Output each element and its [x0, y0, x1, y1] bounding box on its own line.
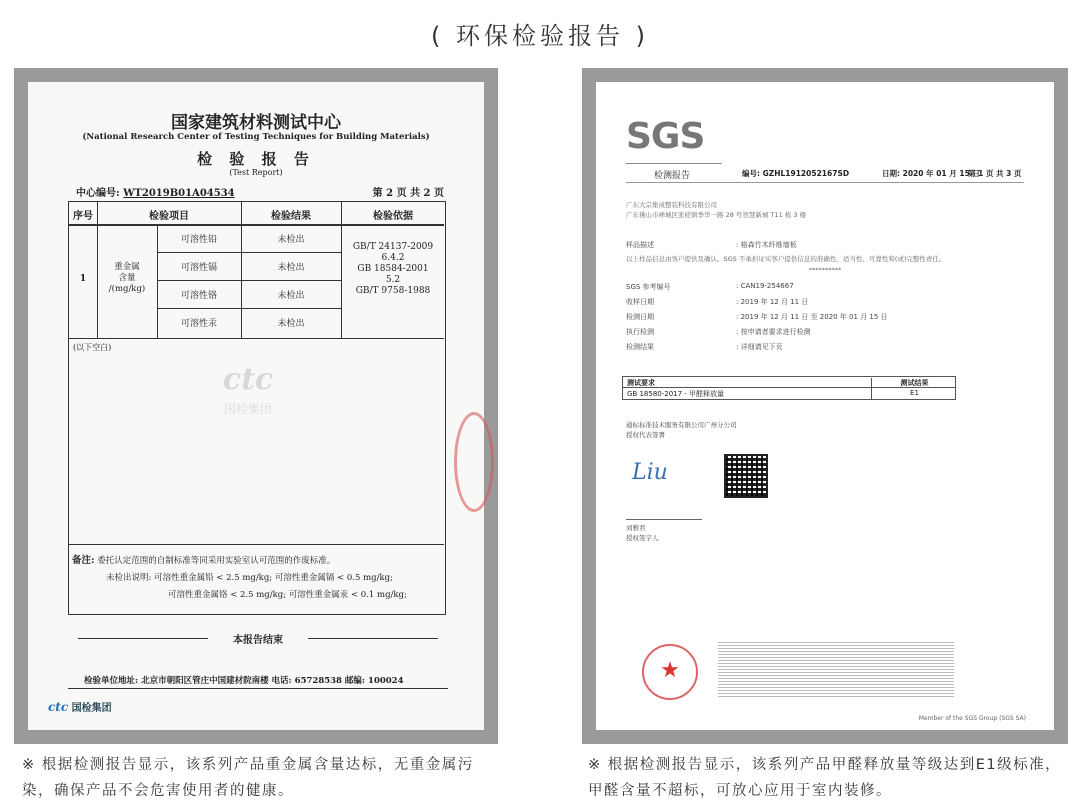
basis-line: GB 18584-2001 [357, 264, 429, 274]
left-report-frame [14, 68, 498, 744]
separator-stars: ********** [808, 266, 842, 274]
report-subtitle-en: (Test Report) [229, 168, 283, 177]
remarks [72, 552, 407, 604]
left-caption: ※ 根据检测报告显示，该系列产品重金属含量达标，无重金属污染，确保产品不会危害使用者的健康。 [22, 757, 474, 799]
left-report-paper [28, 82, 484, 730]
report-institution-title-en: (National Research Center of Testing Techniques for Building Materials) [82, 132, 430, 142]
watermark-text: 国检集团 [223, 402, 272, 416]
red-stamp-icon [642, 644, 698, 700]
header-result: 检验结果 [271, 211, 311, 222]
sample-value: : 格森竹木纤维墙板 [736, 241, 797, 249]
ctc-logo [48, 699, 112, 714]
info-note: 以上样品信息由客户提供及确认。SGS 不承担证实客户提供信息的准确性、适当性、可靠性和(或)完整性责任。 [626, 255, 946, 263]
signature: Liu [632, 460, 668, 485]
info-row [626, 342, 783, 352]
basis-line: 5.2 [385, 275, 401, 285]
center-code-label: 中心编号: [76, 188, 120, 199]
red-stamp-icon [454, 412, 494, 512]
client-name: 广东大宗集成整装科技有限公司 [626, 201, 717, 209]
center-code [76, 184, 235, 199]
sgs-logo [626, 116, 722, 164]
report-date: 日期: 2020 年 01 月 15 日 [882, 169, 980, 178]
info-value: : 2019 年 12 月 11 日 至 2020 年 01 月 15 日 [736, 313, 888, 321]
header-requirement: 测试要求 [627, 379, 655, 387]
info-value: : 按申请者要求进行检测 [736, 328, 811, 336]
page-number: 第 2 页 共 2 页 [372, 188, 444, 199]
info-label: SGS 参考编号 [626, 283, 671, 291]
company-name: 通标标准技术服务有限公司广州分公司 [626, 421, 737, 429]
divider [626, 182, 1024, 183]
table-row [623, 388, 955, 399]
basis-line: GB/T 9758-1988 [355, 286, 431, 296]
remarks-line: 可溶性重金属铬 < 2.5 mg/kg; 可溶性重金属汞 < 0.1 mg/kg; [168, 590, 407, 600]
report-page: 第 1 页 共 3 页 [968, 169, 1022, 178]
info-label: 检测日期 [626, 313, 654, 321]
right-report-paper [596, 82, 1054, 730]
report-number: 编号: GZHL1912052167SD [742, 169, 850, 178]
info-row [626, 312, 888, 322]
report-end: 本报告结束 [78, 631, 438, 646]
info-row [626, 282, 794, 292]
signer-name: 刘雅君 [626, 524, 646, 532]
info-row [626, 297, 809, 307]
item-mercury: 可溶性汞 [180, 319, 217, 329]
item-group: 重金属 含量 /(mg/kg) [108, 262, 146, 294]
report-institution-title: 国家建筑材料测试中心 [171, 113, 341, 133]
basis-line: 6.4.2 [381, 253, 405, 263]
client-address: 广东佛山市禅城区张槎镇季华一路 28 号智慧新城 T11 栋 3 楼 [626, 211, 807, 219]
info-label: 收样日期 [626, 298, 654, 306]
fine-print [718, 642, 954, 698]
right-report-frame [582, 68, 1068, 744]
item-chromium: 可溶性铬 [180, 291, 217, 301]
result-lead: 未检出 [277, 235, 305, 245]
table-row [623, 377, 955, 388]
item-cadmium: 可溶性镉 [180, 263, 217, 273]
header-result: 测试结果 [871, 378, 957, 389]
ctc-logo-mark: ctc [48, 700, 69, 714]
result-cadmium: 未检出 [277, 263, 305, 273]
row-index: 1 [79, 274, 87, 284]
basis-line: GB/T 24137-2009 [352, 242, 434, 252]
header-basis: 检验依据 [373, 211, 413, 222]
sgs-logo-text: SGS [626, 116, 705, 157]
sgs-footer: Member of the SGS Group (SGS SA) [918, 715, 1026, 722]
info-label: 执行检测 [626, 328, 654, 336]
ctc-logo-text: 国检集团 [71, 703, 112, 714]
remarks-label: 备注: [72, 555, 95, 566]
result-chromium: 未检出 [277, 291, 305, 301]
sgs-results-table [622, 376, 956, 400]
qr-code-icon [724, 454, 768, 498]
info-value: : CAN19-254667 [736, 282, 794, 290]
result-value: E1 [871, 389, 957, 400]
company-sub: 授权代表签署 [626, 431, 665, 439]
info-value: : 详细请见下页 [736, 343, 783, 351]
center-code-value: WT2019B01A04534 [123, 188, 235, 199]
header-index: 序号 [73, 211, 93, 222]
info-label: 检测结果 [626, 343, 654, 351]
requirement-value: GB 18580-2017 - 甲醛释放量 [627, 390, 725, 398]
divider [68, 688, 448, 689]
report-title: 检测报告 [654, 171, 691, 181]
result-mercury: 未检出 [277, 319, 305, 329]
remarks-line: 未检出说明: 可溶性重金属铅 < 2.5 mg/kg; 可溶性重金属镉 < 0.5 mg/kg; [106, 573, 393, 583]
item-lead: 可溶性铅 [180, 235, 217, 245]
report-subtitle: 检 验 报 告 [197, 150, 315, 168]
page-title: ( 环保检验报告 ) [431, 22, 649, 50]
header-item: 检验项目 [149, 211, 189, 222]
right-caption: ※ 根据检测报告显示，该系列产品甲醛释放量等级达到E1级标准，甲醛含量不超标，可放心应用于室内装修。 [588, 757, 1062, 799]
blank-note: (以下空白) [73, 343, 112, 352]
remarks-line: 委托认定范围的自制标准等同采用实验室认可范围的作废标准。 [97, 556, 336, 566]
info-value: : 2019 年 12 月 11 日 [736, 298, 809, 306]
sample-label: 样品描述 [626, 241, 654, 249]
test-basis [341, 242, 445, 297]
lab-address: 检验单位地址: 北京市朝阳区管庄中国建材院南楼 电话: 65728538 邮编: 100024 [84, 676, 404, 686]
sample-row [626, 240, 797, 250]
divider [626, 519, 702, 520]
info-row [626, 327, 811, 337]
signer-role: 授权签字人 [626, 534, 659, 542]
watermark-logo: ctc [222, 362, 274, 397]
